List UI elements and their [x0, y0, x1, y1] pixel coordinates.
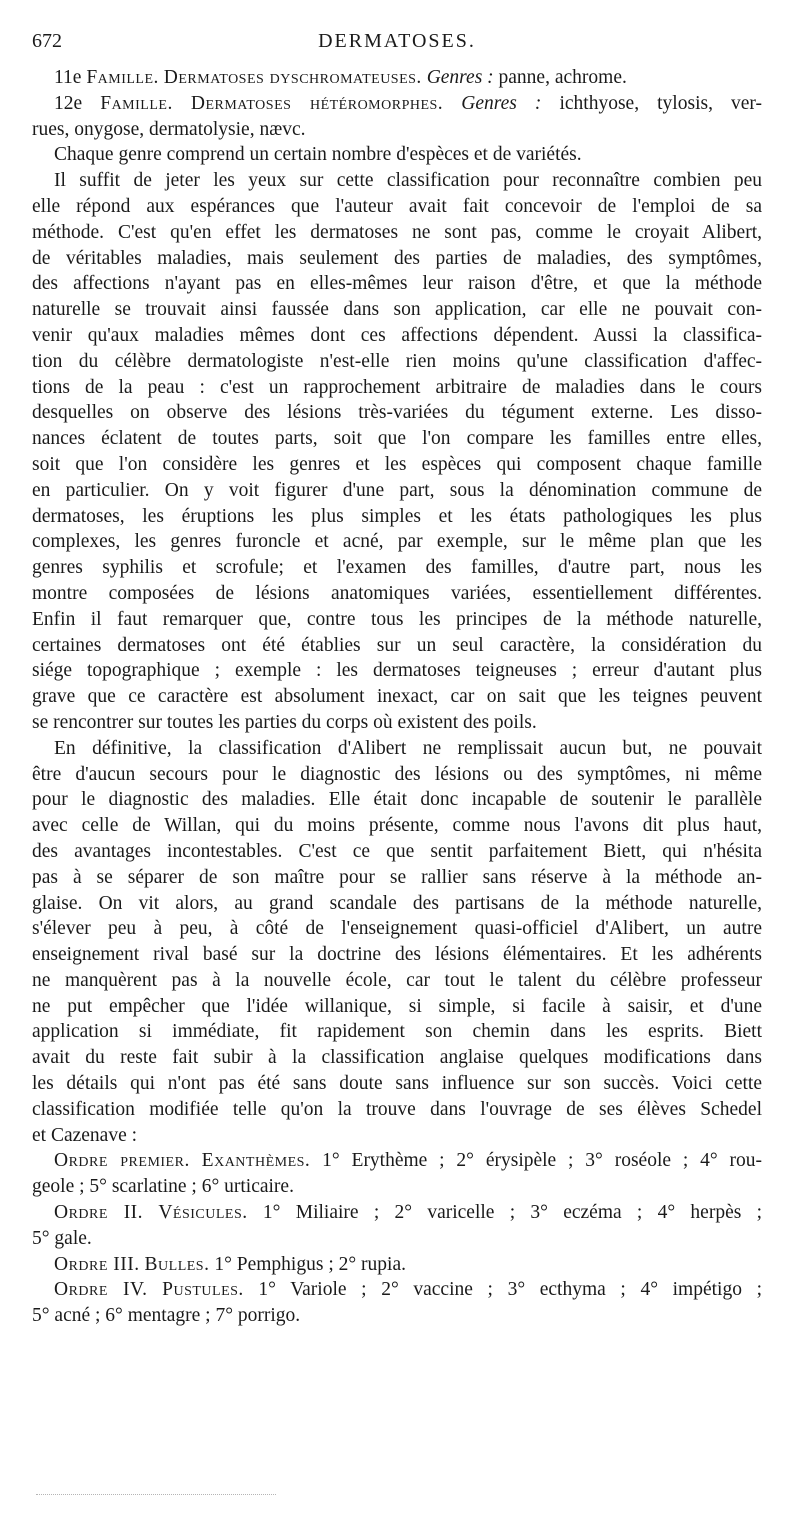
paragraph-line: pas à se séparer de son maître pour se rallier sans réserve à la méthode an- — [32, 866, 762, 888]
order-name: Vésicules. — [158, 1202, 248, 1224]
paragraph-line: pour le diagnostic des maladies. Elle était donc incapable de soutenir le parallèle — [32, 789, 762, 811]
family-number: 11e — [54, 67, 82, 88]
order-label: Ordre II. — [54, 1202, 144, 1224]
footer-rule — [36, 1494, 276, 1495]
order-label: Ordre III. — [54, 1253, 140, 1275]
family-number: 12e — [54, 92, 83, 114]
paragraph-line: nances éclatent de toutes parts, soit que l'on compare les familles entre elles, — [32, 428, 762, 450]
paragraph-line: s'élever peu à peu, à côté de l'enseignement quasi-officiel d'Alibert, un autre — [32, 918, 762, 940]
body-text — [32, 65, 762, 1329]
paragraph-line: enseignement rival basé sur la doctrine des lésions élémentaires. Et les adhérents — [32, 944, 762, 966]
paragraph-line: grave que ce caractère est absolument inexact, car on sait que les teignes peuvent — [32, 686, 762, 708]
family-entry — [32, 91, 762, 117]
order-text: 1° Miliaire ; 2° varicelle ; 3° eczéma ; 4° herpès ; — [262, 1202, 763, 1224]
family-name: Dermatoses dyschromateuses. — [163, 67, 422, 88]
paragraph-line: ne put empêcher que l'idée willanique, si simple, si facile à saisir, et d'une — [32, 995, 762, 1017]
paragraph-line: dermatoses, les éruptions les plus simples et les états pathologiques les plus — [32, 505, 762, 527]
paragraph-line: des affections n'ayant pas en elles-mêmes leur raison d'être, et que la méthode — [32, 273, 762, 295]
order-text: 1° Variole ; 2° vaccine ; 3° ecthyma ; 4° impétigo ; — [258, 1279, 762, 1301]
order-continuation: geole ; 5° scarlatine ; 6° urticaire. — [32, 1176, 294, 1198]
paragraph-line: complexes, les genres furoncle et acné, par exemple, sur le même plan que les — [32, 531, 762, 553]
paragraph-line: être d'aucun secours pour le diagnostic des lésions ou des symptômes, ni même — [32, 763, 762, 785]
order-label: Ordre premier. — [54, 1150, 190, 1172]
paragraph-line: classification modifiée telle qu'on la trouve dans l'ouvrage de ses élèves Schedel — [32, 1098, 762, 1120]
paragraph-line: desquelles on observe des lésions très-variées du tégument externe. Les disso- — [32, 402, 762, 424]
paragraph-line: de véritables maladies, mais seulement des parties de maladies, des symptômes, — [32, 247, 762, 269]
paragraph-line: soit que l'on considère les genres et les espèces qui composent chaque famille — [32, 453, 762, 475]
page-number: 672 — [32, 30, 62, 52]
order-entry — [32, 1277, 762, 1303]
paragraphs — [32, 142, 762, 1148]
family-continuation: rues, onygose, dermatolysie, nævc. — [32, 118, 306, 140]
paragraph-line: avec celle de Willan, qui du moins présente, comme nous l'avons dit plus haut, — [32, 815, 762, 837]
family-label: Famille. — [86, 67, 159, 88]
paragraph-line: Il suffit de jeter les yeux sur cette classification pour reconnaître combien peu — [54, 170, 762, 192]
family-label: Famille. — [100, 92, 173, 114]
paragraph-line: Enfin il faut remarquer que, contre tous les principes de la méthode naturelle, — [32, 608, 762, 630]
paragraph-line: venir qu'aux maladies mêmes dont ces affections dépendent. Aussi la classifica- — [32, 324, 762, 346]
order-label: Ordre IV. — [54, 1279, 148, 1301]
paragraph-line: genres syphilis et scrofule; et l'examen des familles, d'autre part, nous les — [32, 557, 762, 579]
paragraph-line: siége topographique ; exemple : les dermatoses teigneuses ; erreur d'autant plus — [32, 660, 762, 682]
paragraph-line: avait du reste fait subir à la classification anglaise quelques modifications dans — [32, 1047, 762, 1069]
paragraph-line: tions de la peau : c'est un rapprochement arbitraire de maladies dans le cours — [32, 376, 762, 398]
paragraph-line: méthode. C'est qu'en effet les dermatoses ne sont pas, comme le croyait Alibert, — [32, 221, 762, 243]
order-continuation: 5° gale. — [32, 1227, 92, 1249]
order-name: Exanthèmes. — [201, 1150, 311, 1172]
paragraph-line: elle répond aux espérances que l'auteur avait fait concevoir de l'emploi de sa — [32, 195, 762, 217]
paragraph-line: En définitive, la classification d'Alibert ne remplissait aucun but, ne pouvait — [54, 737, 762, 759]
paragraph-line: tion du célèbre dermatologiste n'est-elle rien moins qu'une classification d'affec- — [32, 350, 762, 372]
paragraph-line: des avantages incontestables. C'est ce que sentit parfaitement Biett, qui n'hésita — [32, 840, 762, 862]
genres-label: Genres : — [426, 67, 494, 88]
paragraph-line: se rencontrer sur toutes les parties du corps où existent des poils. — [32, 711, 537, 733]
order-entry — [32, 1200, 762, 1226]
paragraph-line: naturelle se trouvait ainsi faussée dans son application, car elle ne pouvait con- — [32, 299, 762, 321]
paragraph-line: les détails qui n'ont pas été sans doute sans influence sur son succès. Voici cette — [32, 1073, 762, 1095]
paragraph-line: en particulier. On y voit figurer d'une part, sous la dénomination commune de — [32, 479, 762, 501]
paragraph-line: glaise. On vit alors, au grand scandale des partisans de la méthode naturelle, — [32, 892, 762, 914]
order-text: 1° Erythème ; 2° érysipèle ; 3° roséole ; 4° rou- — [322, 1150, 762, 1172]
running-title: DERMATOSES. — [318, 30, 476, 52]
order-entry — [32, 1148, 762, 1174]
order-name: Pustules. — [162, 1279, 244, 1301]
order-text: 1° Pemphigus ; 2° rupia. — [214, 1253, 406, 1275]
genres-label: Genres : — [461, 92, 542, 114]
paragraph-line: certaines dermatoses ont été établies sur un seul caractère, la considération du — [32, 634, 762, 656]
paragraph-line: Chaque genre comprend un certain nombre d'espèces et de variétés. — [54, 144, 582, 166]
order-name: Bulles. — [144, 1253, 210, 1275]
family-name: Dermatoses hétéromorphes. — [190, 92, 444, 114]
order-continuation: 5° acné ; 6° mentagre ; 7° porrigo. — [32, 1305, 301, 1327]
genres-text: panne, achrome. — [498, 67, 627, 88]
order-entry — [32, 1252, 762, 1278]
family-entry — [32, 65, 762, 91]
paragraph-line: ne manquèrent pas à la nouvelle école, car tout le talent du célèbre professeur — [32, 969, 762, 991]
paragraph-line: montre composées de lésions anatomiques variées, essentiellement différentes. — [32, 582, 762, 604]
paragraph-line: et Cazenave : — [32, 1124, 138, 1146]
page-header — [32, 30, 762, 60]
paragraph-line: application si immédiate, fit rapidement son chemin dans les esprits. Biett — [32, 1021, 762, 1043]
genres-text: ichthyose, tylosis, ver- — [559, 92, 763, 114]
